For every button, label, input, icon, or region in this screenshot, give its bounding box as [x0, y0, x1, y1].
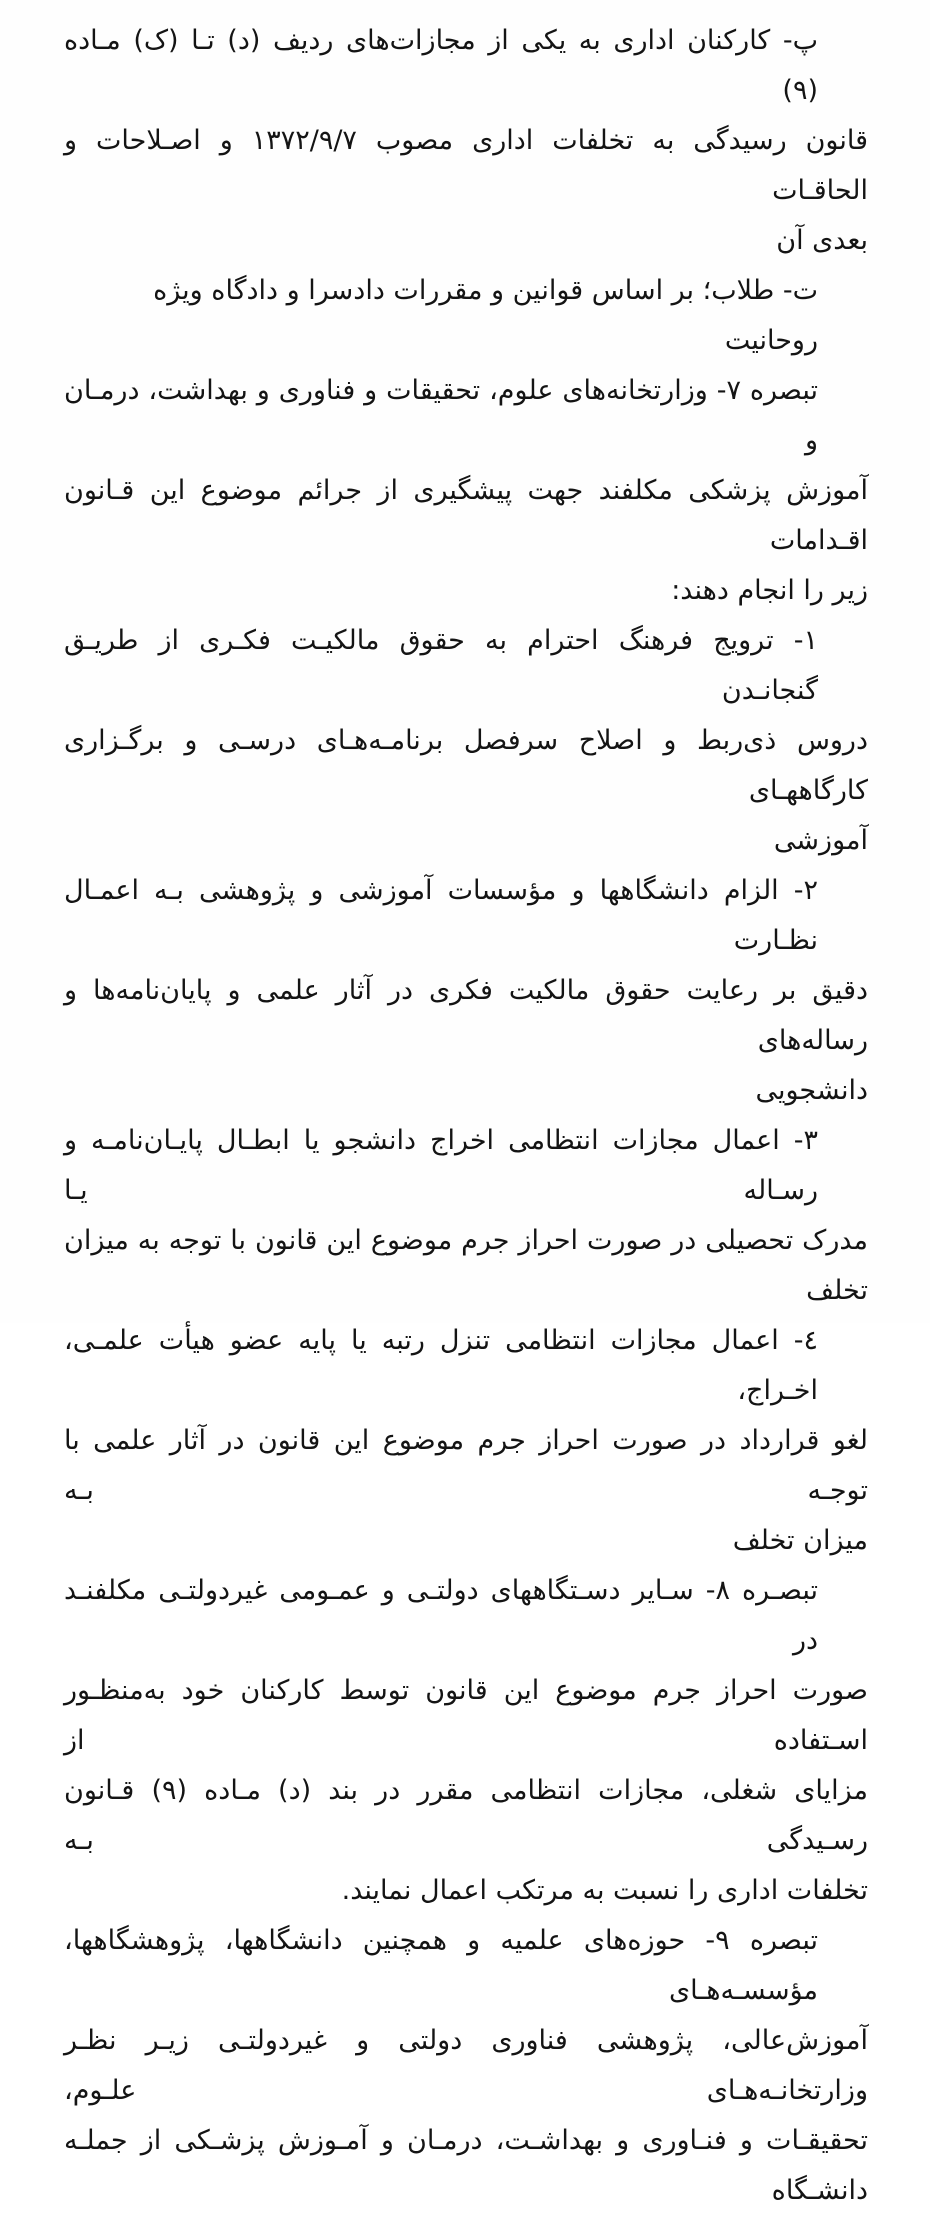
text-line: صورت احراز جرم موضوع این قانون توسط کارکنان خود به‌منظـور اسـتفاده از	[64, 1675, 868, 1756]
text-line: آموزش پزشکی مکلفند جهت پیشگیری از جرائم موضوع این قـانون اقـدامات	[64, 475, 868, 556]
text-line: ۲- الزام دانشگاهها و مؤسسات آموزشی و پژوهشی بـه اعمـال نظـارت	[64, 875, 818, 956]
text-line: تحقیقـات و فنـاوری و بهداشـت، درمـان و آمـوزش پزشـکی از جملـه دانشـگاه	[64, 2125, 868, 2206]
text-line: تبصره ۷- وزارتخانه‌های علوم، تحقیقات و فناوری و بهداشت، درمـان و	[64, 375, 819, 456]
paragraph-band-pe	[64, 16, 868, 266]
text-line: ت- طلاب؛ بر اساس قوانین و مقررات دادسرا و دادگاه ویژه روحانیت	[153, 275, 818, 356]
text-line: پ- کارکنان اداری به یکی از مجازات‌های ردیف (د) تـا (ک) مـاده (۹)	[64, 25, 818, 106]
text-line: لغو قرارداد در صورت احراز جرم موضوع این قانون در آثار علمی با توجـه بـه	[64, 1425, 868, 1506]
text-line: تبصره ۹- حوزه‌های علمیه و همچنین دانشگاهها، پژوهشگاهها، مؤسسـه‌هـای	[64, 1925, 818, 2006]
paragraph-item-1	[64, 616, 868, 866]
text-line: ۳- اعمال مجازات انتظامی اخراج دانشجو یا ابطـال پایـان‌نامـه و رسـاله یـا	[64, 1125, 818, 1206]
text-line: ٤- اعمال مجازات انتظامی تنزل رتبه یا پایه عضو هیأت علمـی، اخـراج،	[64, 1325, 818, 1406]
text-line: تبصـره ۸- سـایر دسـتگاههای دولتـی و عمـومی غیردولتـی مکلفنـد در	[64, 1575, 818, 1656]
text-block	[64, 16, 868, 2216]
paragraph-item-3	[64, 1116, 868, 1316]
text-line: قانون رسیدگی به تخلفات اداری مصوب ۱۳۷۲/۹/۷ و اصـلاحات و الحاقـات	[64, 125, 869, 206]
text-line: زیر را انجام دهند:	[671, 575, 868, 606]
paragraph-tabsareh-9	[64, 1916, 868, 2216]
paragraph-item-2	[64, 866, 868, 1116]
text-line: آموزش‌عالی، پژوهشی فناوری دولتی و غیردولتـی زیـر نظـر وزارتخانـه‌هـای علـوم،	[64, 2025, 868, 2106]
text-line: آموزشی	[773, 825, 868, 856]
paragraph-band-te	[64, 266, 868, 366]
text-line: تخلفات اداری را نسبت به مرتکب اعمال نمایند.	[341, 1875, 868, 1906]
text-line: دقیق بر رعایت حقوق مالکیت فکری در آثار علمی و پایان‌نامه‌ها و رساله‌های	[64, 975, 868, 1056]
paragraph-item-4	[64, 1316, 868, 1566]
text-line: دانشجویی	[755, 1075, 868, 1106]
paragraph-tabsareh-7	[64, 366, 868, 616]
text-line: دروس ذی‌ربط و اصلاح سرفصل برنامـه‌هـای درسـی و برگـزاری کارگاههـای	[64, 725, 868, 806]
text-line: میزان تخلف	[732, 1525, 868, 1556]
text-line: بعدی آن	[776, 225, 868, 256]
paragraph-tabsareh-8	[64, 1566, 868, 1916]
text-line: مدرک تحصیلی در صورت احراز جرم موضوع این قانون با توجه به میزان تخلف	[64, 1225, 868, 1306]
text-line: مزایای شغلی، مجازات انتظامی مقرر در بند (د) مـاده (۹) قـانون رسـیدگی بـه	[64, 1775, 868, 1856]
text-line: ۱- ترویج فرهنگ احترام به حقوق مالکیـت فکـری از طریـق گنجانـدن	[64, 625, 818, 706]
